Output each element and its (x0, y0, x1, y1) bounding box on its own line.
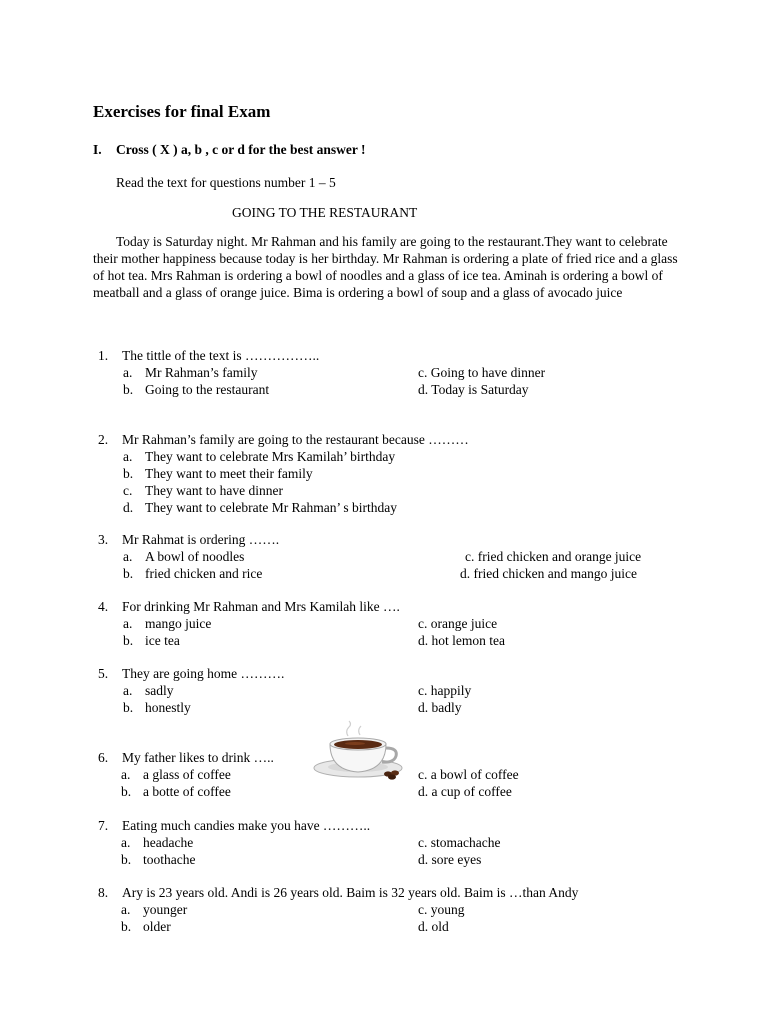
question-text: For drinking Mr Rahman and Mrs Kamilah like …. (122, 599, 400, 614)
reading-passage: Today is Saturday night. Mr Rahman and his family are going to the restaurant.They want to celebrate their mother happiness because today is her birthday. Mr Rahman is ordering a plate of fried rice and a glass of hot tea. Mrs Rahman is ordering a bowl of noodles and a glass of ice tea. Aminah is ordering a bowl of meatball and a glass of orange juice. Bima is ordering a bowl of soup and a glass of avocado juice (93, 234, 678, 300)
option-a[interactable]: a. A bowl of noodles (123, 549, 245, 564)
option-c[interactable]: c. young (418, 902, 465, 917)
option-c[interactable]: c. Going to have dinner (418, 365, 546, 380)
option-c[interactable]: c. happily (418, 683, 472, 698)
option-a[interactable]: a. younger (121, 902, 188, 917)
question-5 (0, 665, 768, 725)
question-number: 1. (98, 348, 109, 363)
question-text: Ary is 23 years old. Andi is 26 years old. Baim is 32 years old. Baim is …than Andy (122, 885, 579, 900)
option-b[interactable]: b. toothache (121, 852, 196, 867)
question-text: The tittle of the text is …………….. (122, 348, 320, 363)
section-instruction (93, 142, 366, 158)
question-number: 8. (98, 885, 109, 900)
question-text: Mr Rahmat is ordering ……. (122, 532, 280, 547)
page-title: Exercises for final Exam (93, 102, 271, 121)
option-d[interactable]: d. a cup of coffee (418, 784, 512, 799)
option-b[interactable]: b. They want to meet their family (123, 466, 313, 481)
question-number: 4. (98, 599, 109, 614)
question-text: Mr Rahman’s family are going to the restaurant because ……… (122, 432, 469, 447)
option-d[interactable]: d. badly (418, 700, 462, 715)
option-b[interactable]: b. Going to the restaurant (123, 382, 270, 397)
question-8 (0, 884, 768, 944)
question-text: They are going home ………. (122, 666, 285, 681)
option-c[interactable]: c. stomachache (418, 835, 501, 850)
option-a[interactable]: a. sadly (123, 683, 174, 698)
question-number: 5. (98, 666, 109, 681)
option-b[interactable]: b. honestly (123, 700, 191, 715)
option-c[interactable]: c. They want to have dinner (123, 483, 283, 498)
option-d[interactable]: d. Today is Saturday (418, 382, 529, 397)
option-a[interactable]: a. headache (121, 835, 194, 850)
question-3 (0, 531, 768, 591)
option-b[interactable]: b. older (121, 919, 171, 934)
option-d[interactable]: d. They want to celebrate Mr Rahman’ s birthday (123, 500, 398, 515)
option-d[interactable]: d. hot lemon tea (418, 633, 505, 648)
option-d[interactable]: d. sore eyes (418, 852, 482, 867)
question-text: Eating much candies make you have ……….. (122, 818, 371, 833)
question-2 (0, 431, 768, 515)
option-d[interactable]: d. fried chicken and mango juice (460, 566, 637, 581)
option-b[interactable]: b. ice tea (123, 633, 180, 648)
question-6 (0, 749, 768, 809)
question-1 (0, 347, 768, 407)
option-c[interactable]: c. a bowl of coffee (418, 767, 519, 782)
option-b[interactable]: b. fried chicken and rice (123, 566, 263, 581)
question-text: My father likes to drink ….. (122, 750, 274, 765)
story-title: GOING TO THE RESTAURANT (232, 205, 418, 220)
option-c[interactable]: c. orange juice (418, 616, 498, 631)
question-number: 6. (98, 750, 109, 765)
reading-intro: Read the text for questions number 1 – 5 (116, 175, 336, 190)
section-text: Cross ( X ) a, b , c or d for the best answer ! (116, 142, 366, 157)
option-b[interactable]: b. a botte of coffee (121, 784, 231, 799)
question-number: 2. (98, 432, 109, 447)
question-4 (0, 598, 768, 658)
option-a[interactable]: a. They want to celebrate Mrs Kamilah’ birthday (123, 449, 396, 464)
question-number: 3. (98, 532, 109, 547)
option-d[interactable]: d. old (418, 919, 449, 934)
section-number: I. (93, 142, 102, 157)
option-a[interactable]: a. Mr Rahman’s family (123, 365, 258, 380)
option-a[interactable]: a. a glass of coffee (121, 767, 231, 782)
question-7 (0, 817, 768, 877)
option-a[interactable]: a. mango juice (123, 616, 212, 631)
question-number: 7. (98, 818, 109, 833)
option-c[interactable]: c. fried chicken and orange juice (465, 549, 642, 564)
